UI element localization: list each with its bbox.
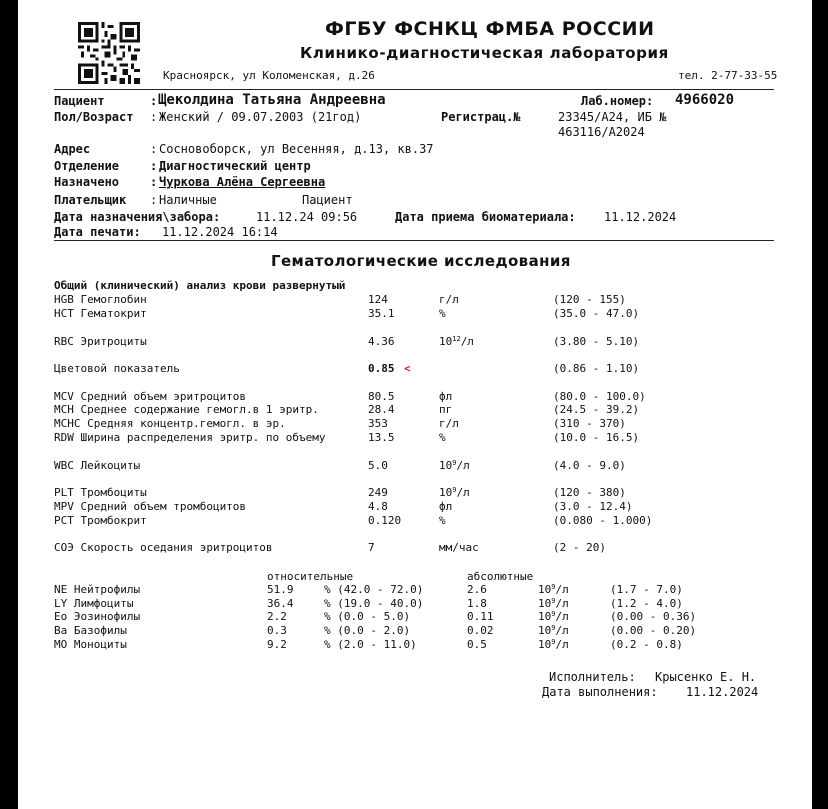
result-value: 249 <box>368 486 388 499</box>
assigned-doctor: Чуркова Алёна Сергеевна <box>159 175 326 189</box>
colon: : <box>150 94 158 108</box>
result-unit: г/л <box>439 293 459 306</box>
result-name: MCH Среднее содержание гемогл.в 1 эритр. <box>54 403 319 416</box>
result-name: СОЭ Скорость оседания эритроцитов <box>54 541 273 554</box>
result-name: MCV Средний объем эритроцитов <box>54 390 247 403</box>
diff-absolute-value: 0.5 <box>467 638 487 651</box>
result-unit: $10^{12}/л$ <box>439 335 474 348</box>
colon: : <box>150 193 158 207</box>
colon: : <box>150 175 158 189</box>
colon: : <box>150 159 158 173</box>
result-reference: (80.0 - 100.0) <box>553 390 646 403</box>
result-value: 0.85 <box>368 362 395 375</box>
lab-address: Красноярск, ул Коломенская, д.26 <box>163 69 375 82</box>
diff-name: Eo Эозинофилы <box>54 610 141 623</box>
diff-absolute-reference: (0.2 - 0.8) <box>610 638 683 651</box>
diff-absolute-reference: (1.7 - 7.0) <box>610 583 683 596</box>
diff-relative-value: 0.3 <box>267 624 287 637</box>
payer-label: Плательщик <box>54 193 127 207</box>
result-reference: (4.0 - 9.0) <box>553 459 626 472</box>
diff-name: NE Нейтрофилы <box>54 583 141 596</box>
diff-relative-reference: % (19.0 - 40.0) <box>324 597 424 610</box>
executor-name: Крысенко Е. Н. <box>655 670 757 684</box>
panel-title: Общий (клинический) анализ крови развернутый <box>54 279 346 292</box>
result-reference: (24.5 - 39.2) <box>553 403 640 416</box>
result-unit: фл <box>439 390 453 403</box>
registration-label: Регистрац.№ <box>441 110 521 124</box>
diff-absolute-unit: $10^9/л$ <box>538 638 569 651</box>
result-unit: пг <box>439 403 453 416</box>
assigned-label: Назначено <box>54 175 120 189</box>
print-date-label: Дата печати: <box>54 225 141 239</box>
order-date: 11.12.24 09:56 <box>256 210 358 224</box>
diff-name: LY Лимфоциты <box>54 597 134 610</box>
payer-value: Наличные <box>159 193 217 207</box>
result-unit: % <box>439 307 446 320</box>
diff-relative-reference: % (2.0 - 11.0) <box>324 638 417 651</box>
diff-relative-value: 2.2 <box>267 610 287 623</box>
registration-line2: 463116/А2024 <box>558 125 645 139</box>
diff-relative-value: 51.9 <box>267 583 294 596</box>
result-value: 35.1 <box>368 307 395 320</box>
result-value: 124 <box>368 293 388 306</box>
result-value: 353 <box>368 417 388 430</box>
result-name: HGB Гемоглобин <box>54 293 147 306</box>
completion-date: 11.12.2024 <box>686 685 759 699</box>
result-name: PLT Тромбоциты <box>54 486 147 499</box>
result-value: 28.4 <box>368 403 395 416</box>
patient-name: Щеколдина Татьяна Андреевна <box>158 92 386 108</box>
diff-relative-value: 36.4 <box>267 597 294 610</box>
result-reference: (310 - 370) <box>553 417 626 430</box>
sex-age-value: Женский / 09.07.2003 (21год) <box>159 110 362 124</box>
diff-absolute-unit: $10^9/л$ <box>538 583 569 596</box>
department-label: Отделение <box>54 159 120 173</box>
absolute-header: абсолютные <box>467 570 534 583</box>
diff-absolute-reference: (0.00 - 0.20) <box>610 624 697 637</box>
diff-absolute-value: 0.02 <box>467 624 494 637</box>
sex-age-label: Пол/Возраст <box>54 110 134 124</box>
result-unit: % <box>439 431 446 444</box>
result-reference: (120 - 155) <box>553 293 626 306</box>
lab-number-label: Лаб.номер: <box>581 94 654 108</box>
department-value: Диагностический центр <box>159 159 311 173</box>
diff-relative-reference: % (42.0 - 72.0) <box>324 583 424 596</box>
diff-absolute-reference: (1.2 - 4.0) <box>610 597 683 610</box>
diff-absolute-reference: (0.00 - 0.36) <box>610 610 697 623</box>
diff-absolute-value: 0.11 <box>467 610 494 623</box>
diff-name: Ba Базофилы <box>54 624 127 637</box>
colon: : <box>150 110 158 124</box>
result-unit: % <box>439 514 446 527</box>
diff-absolute-value: 2.6 <box>467 583 487 596</box>
result-value: 5.0 <box>368 459 388 472</box>
section-title: Гематологические исследования <box>271 252 571 270</box>
result-reference: (0.86 - 1.10) <box>553 362 640 375</box>
relative-header: относительные <box>267 570 354 583</box>
diff-absolute-unit: $10^9/л$ <box>538 610 569 623</box>
diff-absolute-value: 1.8 <box>467 597 487 610</box>
report-sheet <box>18 0 812 809</box>
result-reference: (2 - 20) <box>553 541 606 554</box>
colon: : <box>150 142 158 156</box>
diff-name: MO Моноциты <box>54 638 127 651</box>
order-date-label: Дата назначения\забора: <box>54 210 221 224</box>
result-name: RDW Ширина распределения эритр. по объему <box>54 431 326 444</box>
receive-date-label: Дата приема биоматериала: <box>395 210 576 224</box>
result-name: WBC Лейкоциты <box>54 459 141 472</box>
org-title: ФГБУ ФСНКЦ ФМБА РОССИИ <box>325 18 655 40</box>
result-unit: $10^9/л$ <box>439 486 470 499</box>
result-name: MCHC Средняя концентр.гемогл. в эр. <box>54 417 286 430</box>
address-label: Адрес <box>54 142 91 156</box>
completion-date-label: Дата выполнения: <box>542 685 658 699</box>
result-unit: мм/час <box>439 541 479 554</box>
result-value: 4.36 <box>368 335 395 348</box>
diff-absolute-unit: $10^9/л$ <box>538 597 569 610</box>
result-name: RBC Эритроциты <box>54 335 147 348</box>
diff-relative-value: 9.2 <box>267 638 287 651</box>
result-reference: (0.080 - 1.000) <box>553 514 653 527</box>
result-value: 7 <box>368 541 375 554</box>
result-unit: г/л <box>439 417 459 430</box>
result-value: 4.8 <box>368 500 388 513</box>
header-divider <box>54 89 774 90</box>
executor-label: Исполнитель: <box>549 670 636 684</box>
result-reference: (35.0 - 47.0) <box>553 307 640 320</box>
result-name: Цветовой показатель <box>54 362 180 375</box>
lab-number: 4966020 <box>675 92 735 108</box>
diff-absolute-unit: $10^9/л$ <box>538 624 569 637</box>
patient-address: Сосновоборск, ул Весенняя, д.13, кв.37 <box>159 142 434 156</box>
result-name: HCT Гематокрит <box>54 307 147 320</box>
result-unit: $10^9/л$ <box>439 459 470 472</box>
lab-title: Клинико-диагностическая лаборатория <box>300 44 669 62</box>
result-reference: (3.0 - 12.4) <box>553 500 633 513</box>
diff-relative-reference: % (0.0 - 5.0) <box>324 610 411 623</box>
result-value: 80.5 <box>368 390 395 403</box>
result-name: MPV Средний объем тромбоцитов <box>54 500 247 513</box>
low-flag-icon: < <box>404 362 411 375</box>
result-reference: (120 - 380) <box>553 486 626 499</box>
diff-relative-reference: % (0.0 - 2.0) <box>324 624 411 637</box>
lab-phone: тел. 2-77-33-55 <box>678 69 778 82</box>
result-name: PCT Тромбокрит <box>54 514 147 527</box>
patient-divider <box>54 240 774 241</box>
patient-label: Пациент <box>54 94 105 108</box>
result-value: 0.120 <box>368 514 402 527</box>
registration-line1: 23345/А24, ИБ № <box>558 110 667 124</box>
print-date: 11.12.2024 16:14 <box>162 225 278 239</box>
receive-date: 11.12.2024 <box>604 210 677 224</box>
qr-code-icon <box>77 22 141 84</box>
result-unit: фл <box>439 500 453 513</box>
result-value: 13.5 <box>368 431 395 444</box>
result-reference: (10.0 - 16.5) <box>553 431 640 444</box>
result-reference: (3.80 - 5.10) <box>553 335 640 348</box>
payer-who: Пациент <box>302 193 353 207</box>
